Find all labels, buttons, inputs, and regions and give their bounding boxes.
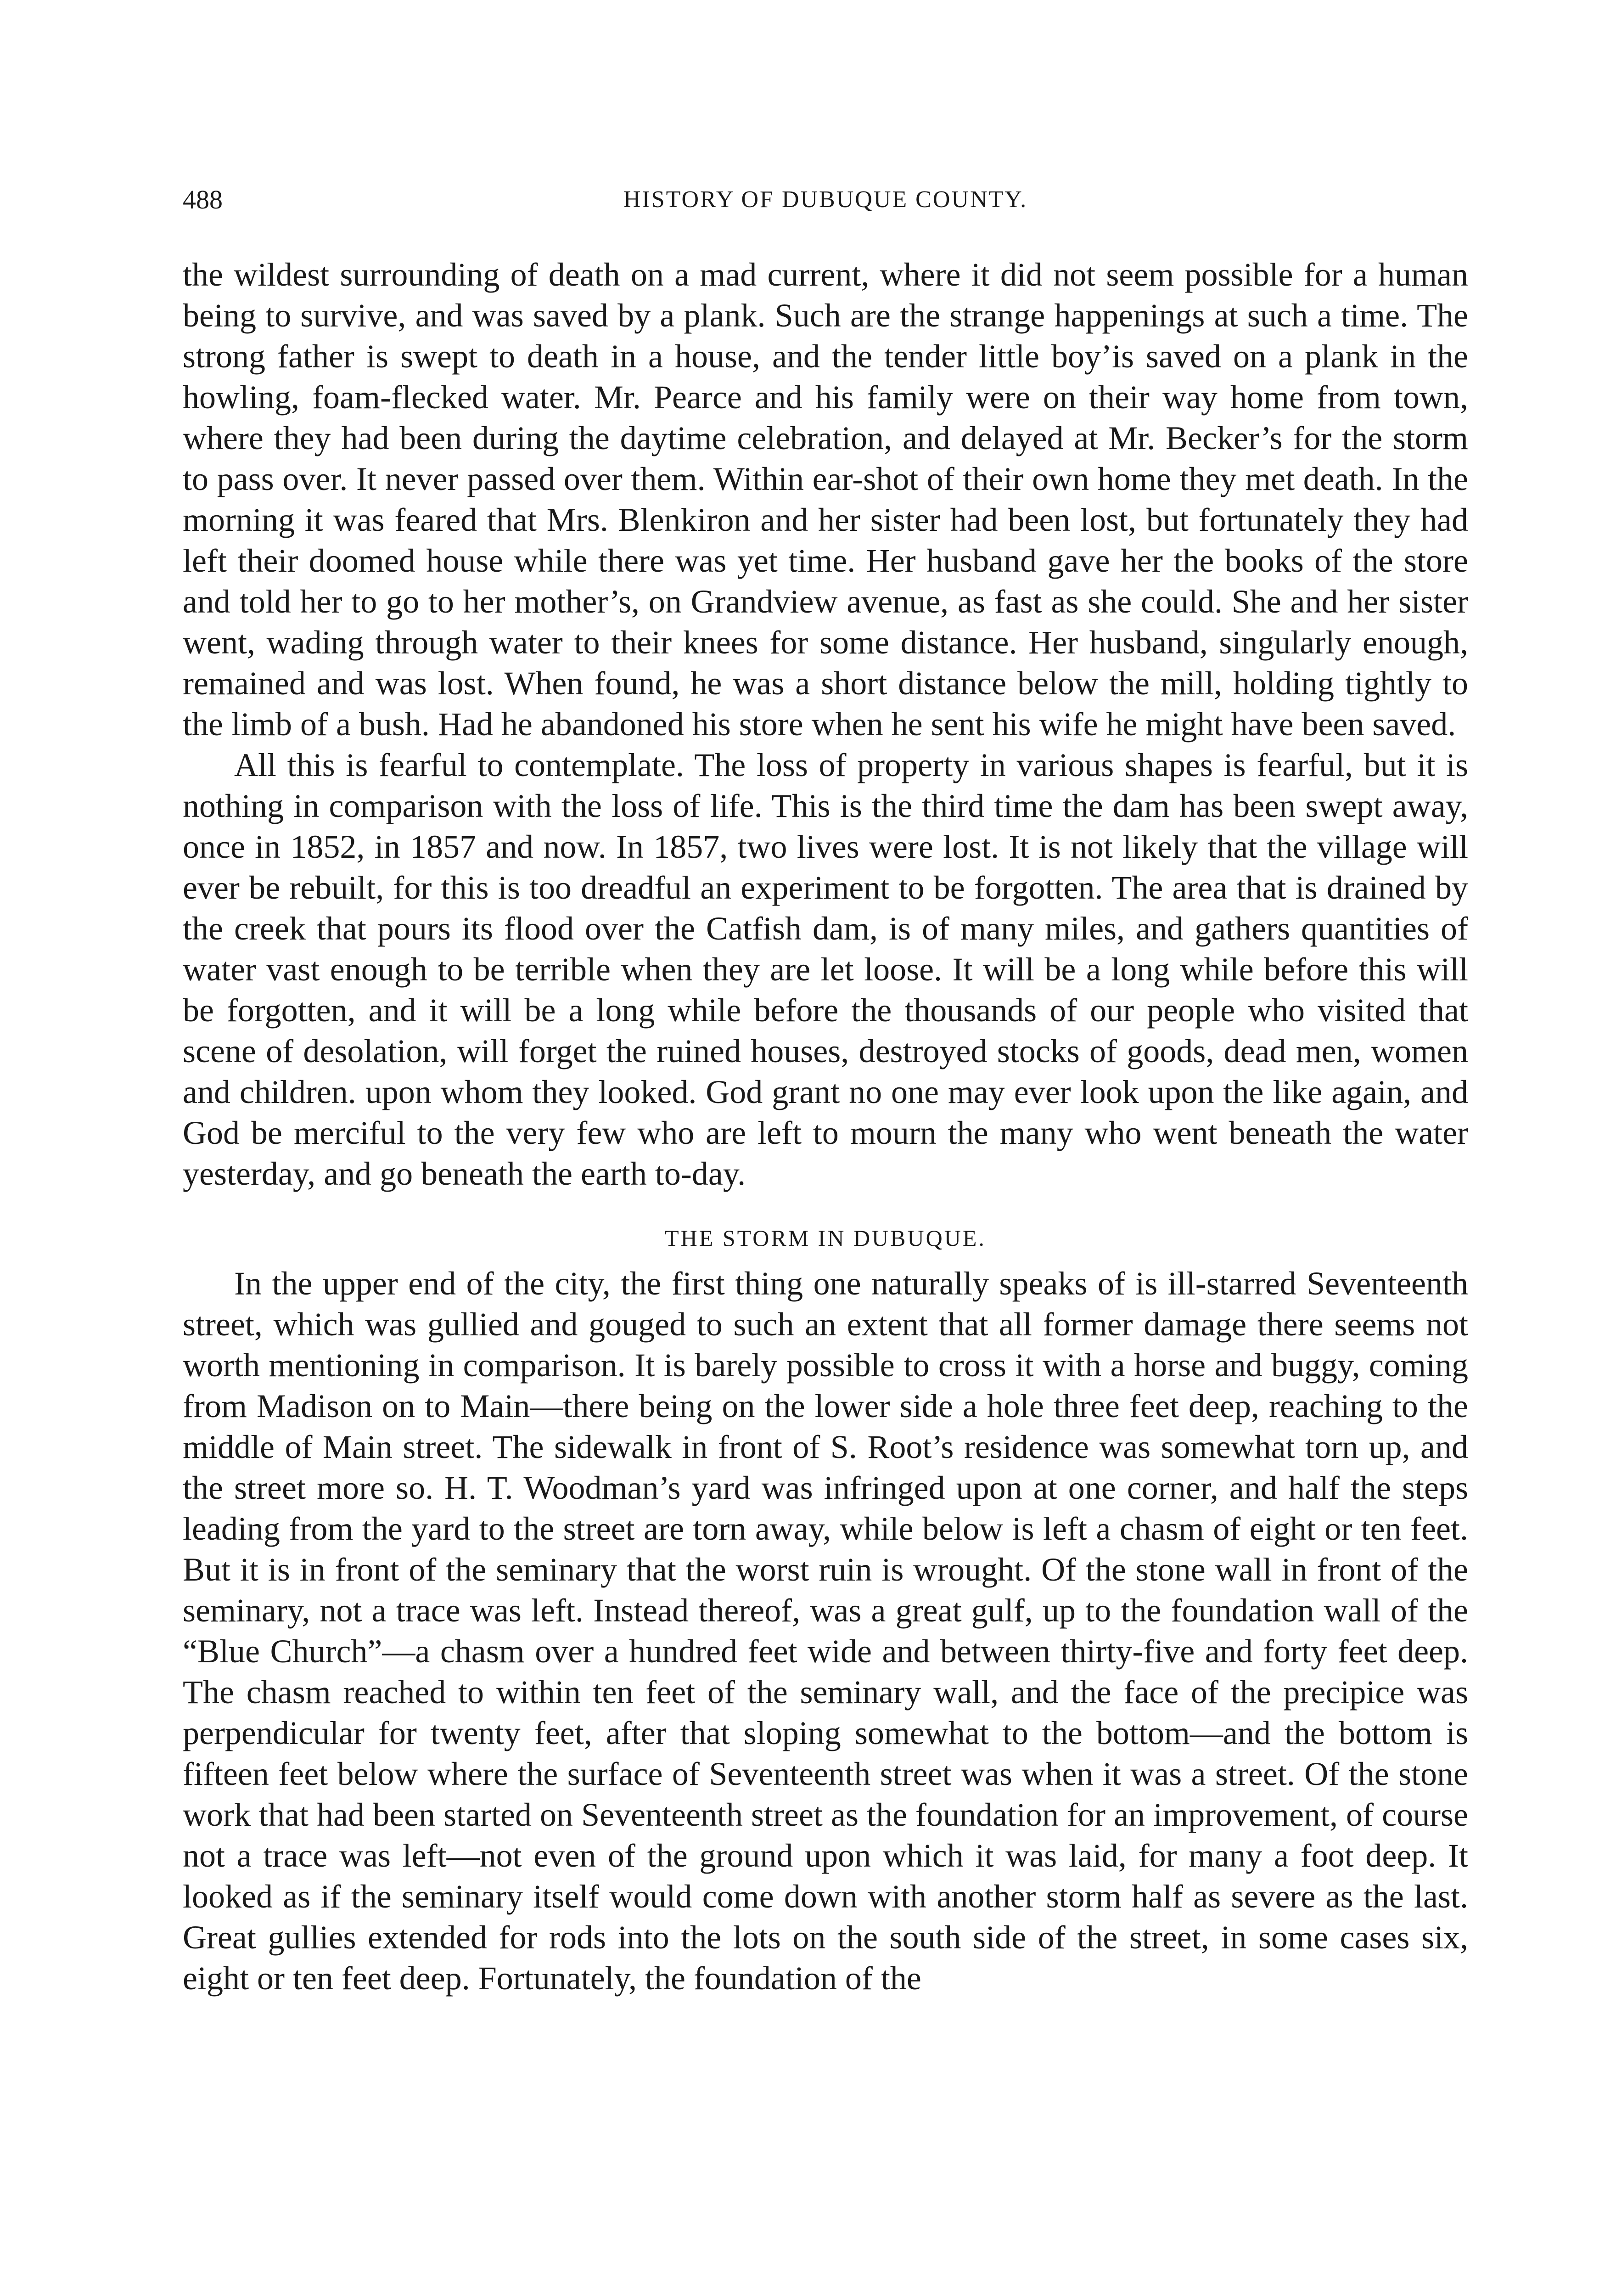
section-heading: THE STORM IN DUBUQUE. (665, 1225, 986, 1251)
paragraph-storm-in-dubuque: In the upper end of the city, the first thing one naturally speaks of is ill-starred Seventeenth street, which was gullied and gouged to such an extent that all former damage there seems not worth mentioning in comparison. It is barely possible to cross it with a horse and buggy, coming from Madison on to Main—there being on the lower side a hole three feet deep, reaching to the middle of Main street. The sidewalk in front of S. Root’s residence was somewhat torn up, and the street more so. H. T. Woodman’s yard was infringed upon at one corner, and half the steps leading from the yard to the street are torn away, while below is left a chasm of eight or ten feet. But it is in front of the seminary that the worst ruin is wrought. Of the stone wall in front of the seminary, not a trace was left. Instead thereof, was a great gulf, up to the foundation wall of the “Blue Church”—a chasm over a hundred feet wide and between thirty-five and forty feet deep. The chasm reached to within ten feet of the seminary wall, and the face of the precipice was perpendicular for twenty feet, after that sloping somewhat to the bottom—and the bottom is fifteen feet below where the surface of Seventeenth street was when it was a street. Of the stone work that had been started on Seventeenth street as the foundation for an improvement, of course not a trace was left—not even of the ground upon which it was laid, for many a foot deep. It looked as if the seminary itself would come down with another storm half as severe as the last. Great gullies extended for rods into the lots on the south side of the street, in some cases six, eight or ten feet deep. Fortunately, the foundation of the (183, 1265, 1468, 1997)
running-title: HISTORY OF DUBUQUE COUNTY. (623, 186, 1028, 213)
paragraph-contemplation: All this is fearful to contemplate. The loss of property in various shapes is fearful, but it is nothing in comparison with the loss of life. This is the third time the dam has been swept away, once in 1852, in 1857 and now. In 1857, two lives were lost. It is not likely that the village will ever be rebuilt, for this is too dreadful an experiment to be forgotten. The area that is drained by the creek that pours its flood over the Catfish dam, is of many miles, and gathers quantities of water vast enough to be terrible when they are let loose. It will be a long while before this will be forgotten, and it will be a long while before the thousands of our people who visited that scene of desolation, will forget the ruined houses, destroyed stocks of goods, dead men, women and children. upon whom they looked. God grant no one may ever look upon the like again, and God be merciful to the very few who are left to mourn the many who went beneath the water yesterday, and go beneath the earth to-day. (183, 747, 1468, 1192)
paragraph-continued: the wildest surrounding of death on a mad current, where it did not seem possible for a human being to survive, and was saved by a plank. Such are the strange happenings at such a time. The strong father is swept to death in a house, and the tender little boy’is saved on a plank in the howling, foam-flecked water. Mr. Pearce and his family were on their way home from town, where they had been during the daytime celebration, and delayed at Mr. Becker’s for the storm to pass over. It never passed over them. Within ear-shot of their own home they met death. In the morning it was feared that Mrs. Blenkiron and her sister had been lost, but fortunately they had left their doomed house while there was yet time. Her husband gave her the books of the store and told her to go to her mother’s, on Grandview avenue, as fast as she could. She and her sister went, wading through water to their knees for some distance. Her husband, singularly enough, remained and was lost. When found, he was a short distance below the mill, holding tightly to the limb of a bush. Had he abandoned his store when he sent his wife he might have been saved. (183, 256, 1468, 743)
document-page (183, 174, 1468, 1999)
body-text (183, 254, 1468, 1999)
running-header (183, 174, 1468, 225)
page-number: 488 (183, 185, 223, 214)
